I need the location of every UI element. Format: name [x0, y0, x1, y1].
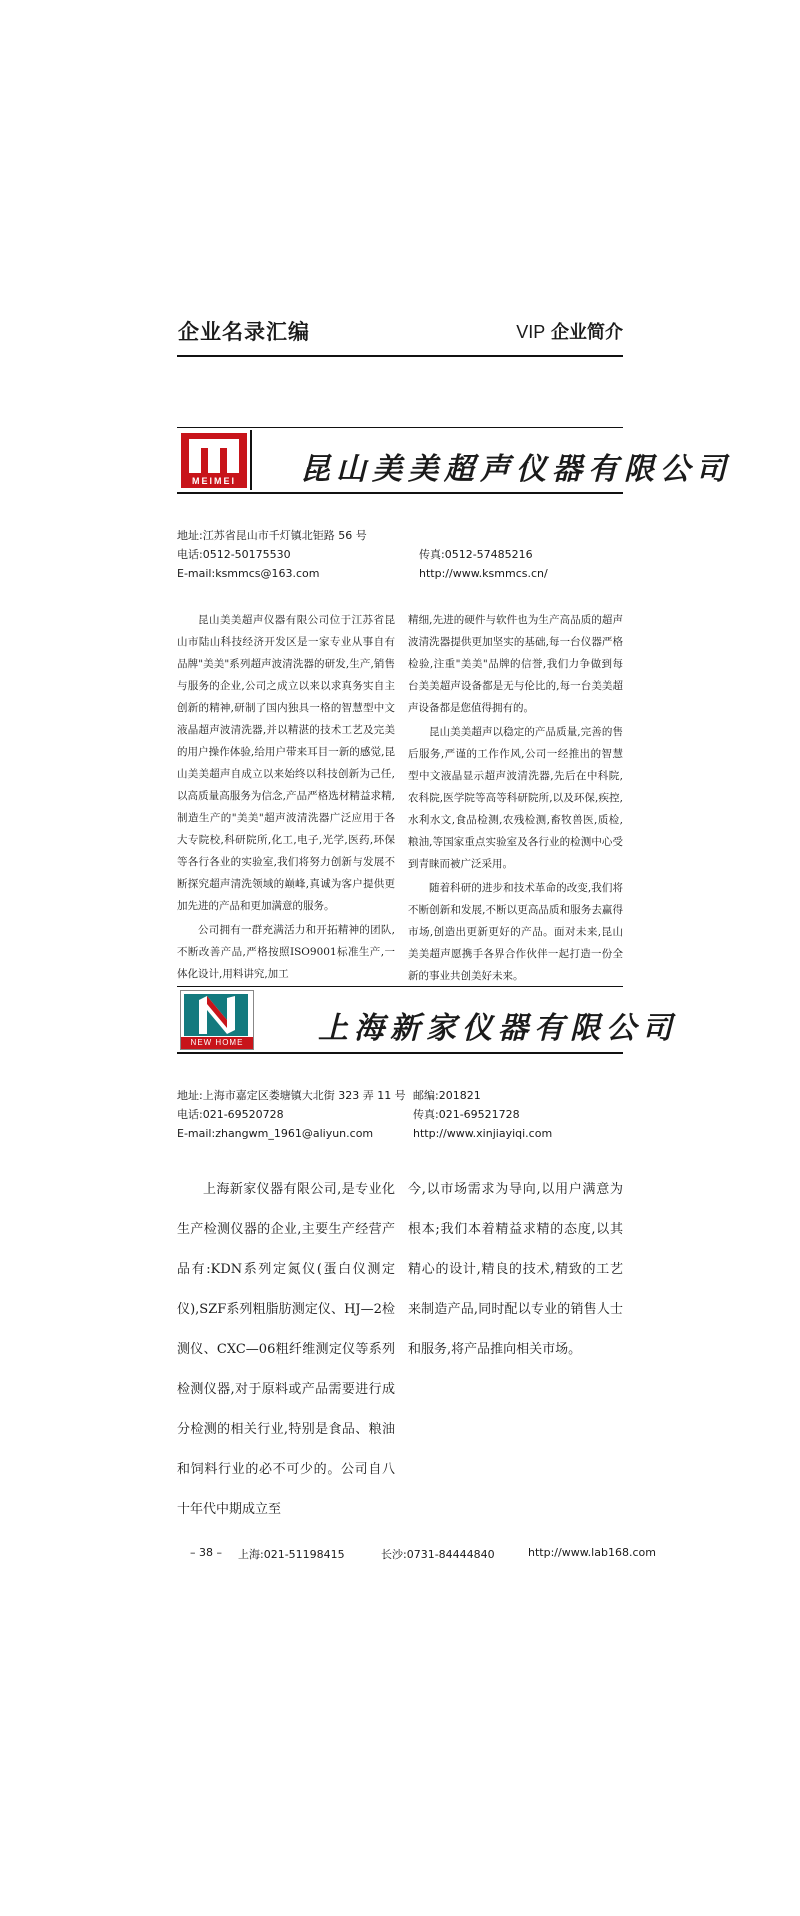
vip-heading [516, 318, 623, 344]
company2-phone: 电话:021-69520728 [177, 1108, 284, 1121]
company2-description-left [177, 1170, 395, 1530]
company1-email[interactable]: E-mail:ksmmcs@163.com [177, 567, 320, 580]
page-number: – 38 – [190, 1546, 222, 1559]
company1-phone: 电话:0512-50175530 [177, 548, 291, 561]
paragraph: 昆山美美超声仪器有限公司位于江苏省昆山市陆山科技经济开发区是一家专业从事自有品牌"美美"系列超声波清洗器的研发,生产,销售与服务的企业,公司之成立以来以求真务实自主创新的精神,研制了国内独具一格的智慧型中文液晶超声波清洗器,并以精湛的技术工艺及完美的用户操作体验,给用户带来耳目一新的感觉,昆山美美超声自成立以来始终以科技创新为己任,以高质量高服务为信念,产品严格选材精益求精,制造生产的"美美"超声波清洗器广泛应用于各大专院校,科研院所,化工,电子,光学,医药,环保等各行各业的实验室,我们将努力创新与发展不断探究超声清洗领域的巅峰,真诚为客户提供更加先进的产品和更加满意的服务。 [177, 614, 395, 912]
paragraph: 精细,先进的硬件与软件也为生产高品质的超声波清洗器提供更加坚实的基础,每一台仪器严格检验,注重"美美"品牌的信誉,我们力争做到每台美美超声设备都是无与伦比的,每一台美美超声设备都是您值得拥有的。 [408, 614, 623, 714]
company2-top-rule [177, 986, 623, 987]
newhome-logo-icon [180, 990, 254, 1050]
paragraph: 上海新家仪器有限公司,是专业化生产检测仪器的企业,主要生产经营产品有:KDN系列定氮仪(蛋白仪测定仪),SZF系列粗脂肪测定仪、HJ—2检测仪、CXC—06粗纤维测定仪等系列检测仪器,对于原料或产品需要进行成分检测的相关行业,特别是食品、粮油和饲料行业的必不可少的。公司自八十年代中期成立至 [177, 1182, 395, 1517]
company2-postcode: 邮编:201821 [413, 1089, 481, 1102]
footer-url[interactable]: http://www.lab168.com [528, 1546, 656, 1559]
vip-label: VIP [516, 322, 546, 342]
paragraph: 随着科研的进步和技术革命的改变,我们将不断创新和发展,不断以更高品质和服务去赢得市场,创造出更新更好的产品。面对未来,昆山美美超声愿携手各界合作伙伴一起打造一份全新的事业共创美好未来。 [408, 882, 623, 982]
company2-fax: 传真:021-69521728 [413, 1108, 520, 1121]
logo-divider [250, 430, 252, 490]
paragraph: 昆山美美超声以稳定的产品质量,完善的售后服务,严谨的工作作风,公司一经推出的智慧型中文液晶显示超声波清洗器,先后在中科院,农科院,医学院等高等科研院所,以及环保,疾控,水利水文,食品检测,农残检测,畜牧兽医,质检,粮油,等国家重点实验室及各行业的检测中心受到青睐而被广泛采用。 [408, 726, 623, 870]
footer-changsha-phone: 长沙:0731-84444840 [381, 1548, 495, 1561]
company1-fax: 传真:0512-57485216 [419, 548, 533, 561]
meimei-logo-icon [181, 433, 247, 488]
company1-name: 昆山美美超声仪器有限公司 [300, 452, 732, 487]
company1-website[interactable]: http://www.ksmmcs.cn/ [419, 567, 548, 580]
company2-description-right [408, 1170, 623, 1370]
company1-description-left [177, 609, 395, 985]
company2-address: 地址:上海市嘉定区娄塘镇大北街 323 弄 11 号 [177, 1089, 406, 1102]
company2-email[interactable]: E-mail:zhangwm_1961@aliyun.com [177, 1127, 374, 1140]
meimei-logo-text: MEIMEI [191, 476, 236, 486]
company2-bottom-rule [177, 1052, 623, 1054]
header-divider [177, 355, 623, 357]
company2-name: 上海新家仪器有限公司 [318, 1011, 678, 1046]
company2-website[interactable]: http://www.xinjiayiqi.com [413, 1127, 553, 1140]
paragraph: 今,以市场需求为导向,以用户满意为根本;我们本着精益求精的态度,以其精心的设计,精良的技术,精致的工艺来制造产品,同时配以专业的销售人士和服务,将产品推向相关市场。 [408, 1182, 623, 1357]
company1-top-rule [177, 427, 623, 428]
newhome-logo-text: NEW HOME [181, 1037, 253, 1049]
company1-bottom-rule [177, 492, 623, 494]
section-title: 企业名录汇编 [178, 320, 310, 344]
company1-description-right [408, 609, 623, 987]
footer-shanghai-phone: 上海:021-51198415 [238, 1548, 345, 1561]
paragraph: 公司拥有一群充满活力和开拓精神的团队,不断改善产品,严格按照ISO9001标准生产,一体化设计,用料讲究,加工 [177, 924, 395, 980]
company1-address: 地址:江苏省昆山市千灯镇北钜路 56 号 [177, 529, 367, 542]
vip-title: 企业简介 [551, 322, 623, 343]
